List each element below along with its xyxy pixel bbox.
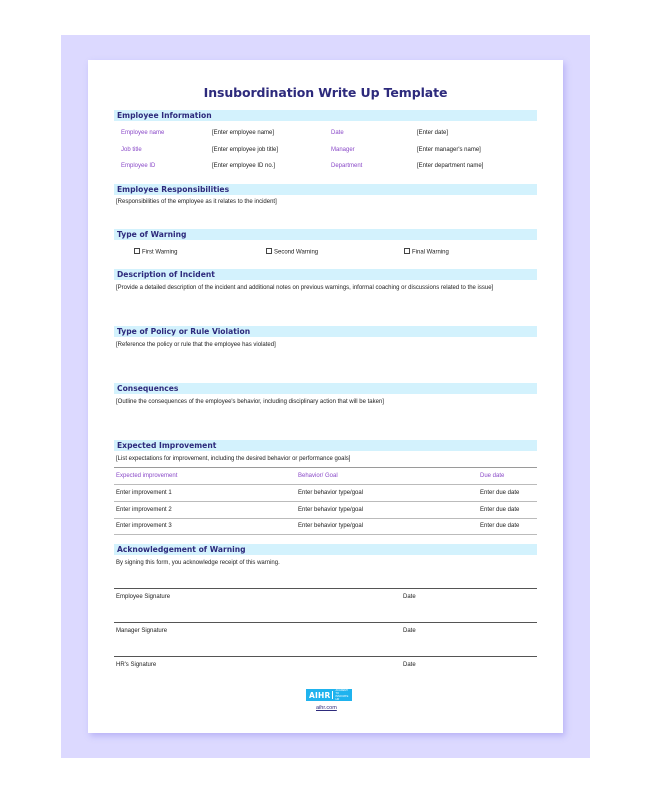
cell-behavior-2[interactable]: Enter behavior type/goal	[298, 507, 364, 513]
acknowledgement-text: By signing this form, you acknowledge receipt of this warning.	[116, 560, 280, 566]
cell-due-date-2[interactable]: Enter due date	[480, 507, 520, 513]
table-row-divider	[114, 518, 537, 519]
field-incident-description[interactable]: [Provide a detailed description of the incident and additional notes on previous warnings, informal coaching or discussions related to the issue]	[116, 285, 494, 291]
section-heading: Description of Incident	[117, 270, 215, 279]
table-row-divider	[114, 484, 537, 485]
section-header-acknowledgement	[114, 544, 537, 555]
label-department: Department	[331, 163, 363, 169]
column-header-expected-improvement: Expected improvement	[116, 473, 178, 479]
field-employee-name[interactable]: [Enter employee name]	[212, 130, 275, 136]
cell-improvement-1[interactable]: Enter improvement 1	[116, 490, 172, 496]
cell-improvement-2[interactable]: Enter improvement 2	[116, 507, 172, 513]
label-employee-signature: Employee Signature	[116, 594, 171, 600]
checkbox-second-warning[interactable]: Second Warning	[266, 248, 318, 257]
column-header-due-date: Due date	[480, 473, 505, 479]
label-employee-signature-date: Date	[403, 594, 416, 600]
label-hr-signature: HR's Signature	[116, 662, 157, 668]
cell-due-date-3[interactable]: Enter due date	[480, 523, 520, 529]
field-consequences[interactable]: [Outline the consequences of the employee's behavior, including disciplinary action that will be taken]	[116, 399, 384, 405]
section-heading: Acknowledgement of Warning	[117, 545, 246, 554]
section-header-warning-type	[114, 229, 537, 240]
checkbox-first-warning[interactable]: First Warning	[134, 248, 177, 257]
logo-text: AIHR	[309, 690, 331, 700]
field-job-title[interactable]: [Enter employee job title]	[212, 147, 279, 153]
label-job-title: Job title	[121, 147, 142, 153]
logo-divider	[332, 691, 333, 699]
checkbox-final-warning[interactable]: Final Warning	[404, 248, 449, 257]
section-heading: Consequences	[117, 384, 179, 393]
label-employee-id: Employee ID	[121, 163, 156, 169]
cell-behavior-3[interactable]: Enter behavior type/goal	[298, 523, 364, 529]
section-heading: Employee Information	[117, 111, 212, 120]
cell-improvement-3[interactable]: Enter improvement 3	[116, 523, 172, 529]
cell-due-date-1[interactable]: Enter due date	[480, 490, 520, 496]
signature-line-manager[interactable]	[114, 622, 537, 623]
label-manager-signature-date: Date	[403, 628, 416, 634]
label-manager: Manager	[331, 147, 355, 153]
document-page	[88, 60, 563, 733]
field-responsibilities[interactable]: [Responsibilities of the employee as it relates to the incident]	[116, 199, 277, 205]
field-manager[interactable]: [Enter manager's name]	[417, 147, 481, 153]
logo-subtext: ACADEMY TO INNOVATE HR	[335, 689, 349, 701]
section-header-consequences	[114, 383, 537, 394]
section-header-employee-info	[114, 110, 537, 121]
table-bottom-rule	[114, 534, 537, 535]
field-policy-violation[interactable]: [Reference the policy or rule that the employee has violated]	[116, 342, 276, 348]
cell-behavior-1[interactable]: Enter behavior type/goal	[298, 490, 364, 496]
section-header-incident	[114, 269, 537, 280]
label-employee-name: Employee name	[121, 130, 165, 136]
signature-line-employee[interactable]	[114, 588, 537, 589]
section-heading: Type of Warning	[117, 230, 187, 239]
field-date[interactable]: [Enter date]	[417, 130, 449, 136]
section-heading: Type of Policy or Rule Violation	[117, 327, 251, 336]
aihr-logo	[306, 689, 352, 701]
label-hr-signature-date: Date	[403, 662, 416, 668]
section-header-policy	[114, 326, 537, 337]
signature-line-hr[interactable]	[114, 656, 537, 657]
section-heading: Employee Responsibilities	[117, 185, 230, 194]
field-department[interactable]: [Enter department name]	[417, 163, 484, 169]
document-title: Insubordination Write Up Template	[203, 85, 448, 100]
field-improvement-text[interactable]: [List expectations for improvement, including the desired behavior or performance goals]	[116, 456, 351, 462]
label-manager-signature: Manager Signature	[116, 628, 168, 634]
section-header-responsibilities	[114, 184, 537, 195]
table-top-rule	[114, 467, 537, 468]
website-link[interactable]: aihr.com	[316, 705, 337, 711]
section-heading: Expected Improvement	[117, 441, 217, 450]
field-employee-id[interactable]: [Enter employee ID no.]	[212, 163, 276, 169]
label-date: Date	[331, 130, 344, 136]
column-header-behavior-goal: Behavior/ Goal	[298, 473, 338, 479]
section-header-improvement	[114, 440, 537, 451]
table-row-divider	[114, 501, 537, 502]
